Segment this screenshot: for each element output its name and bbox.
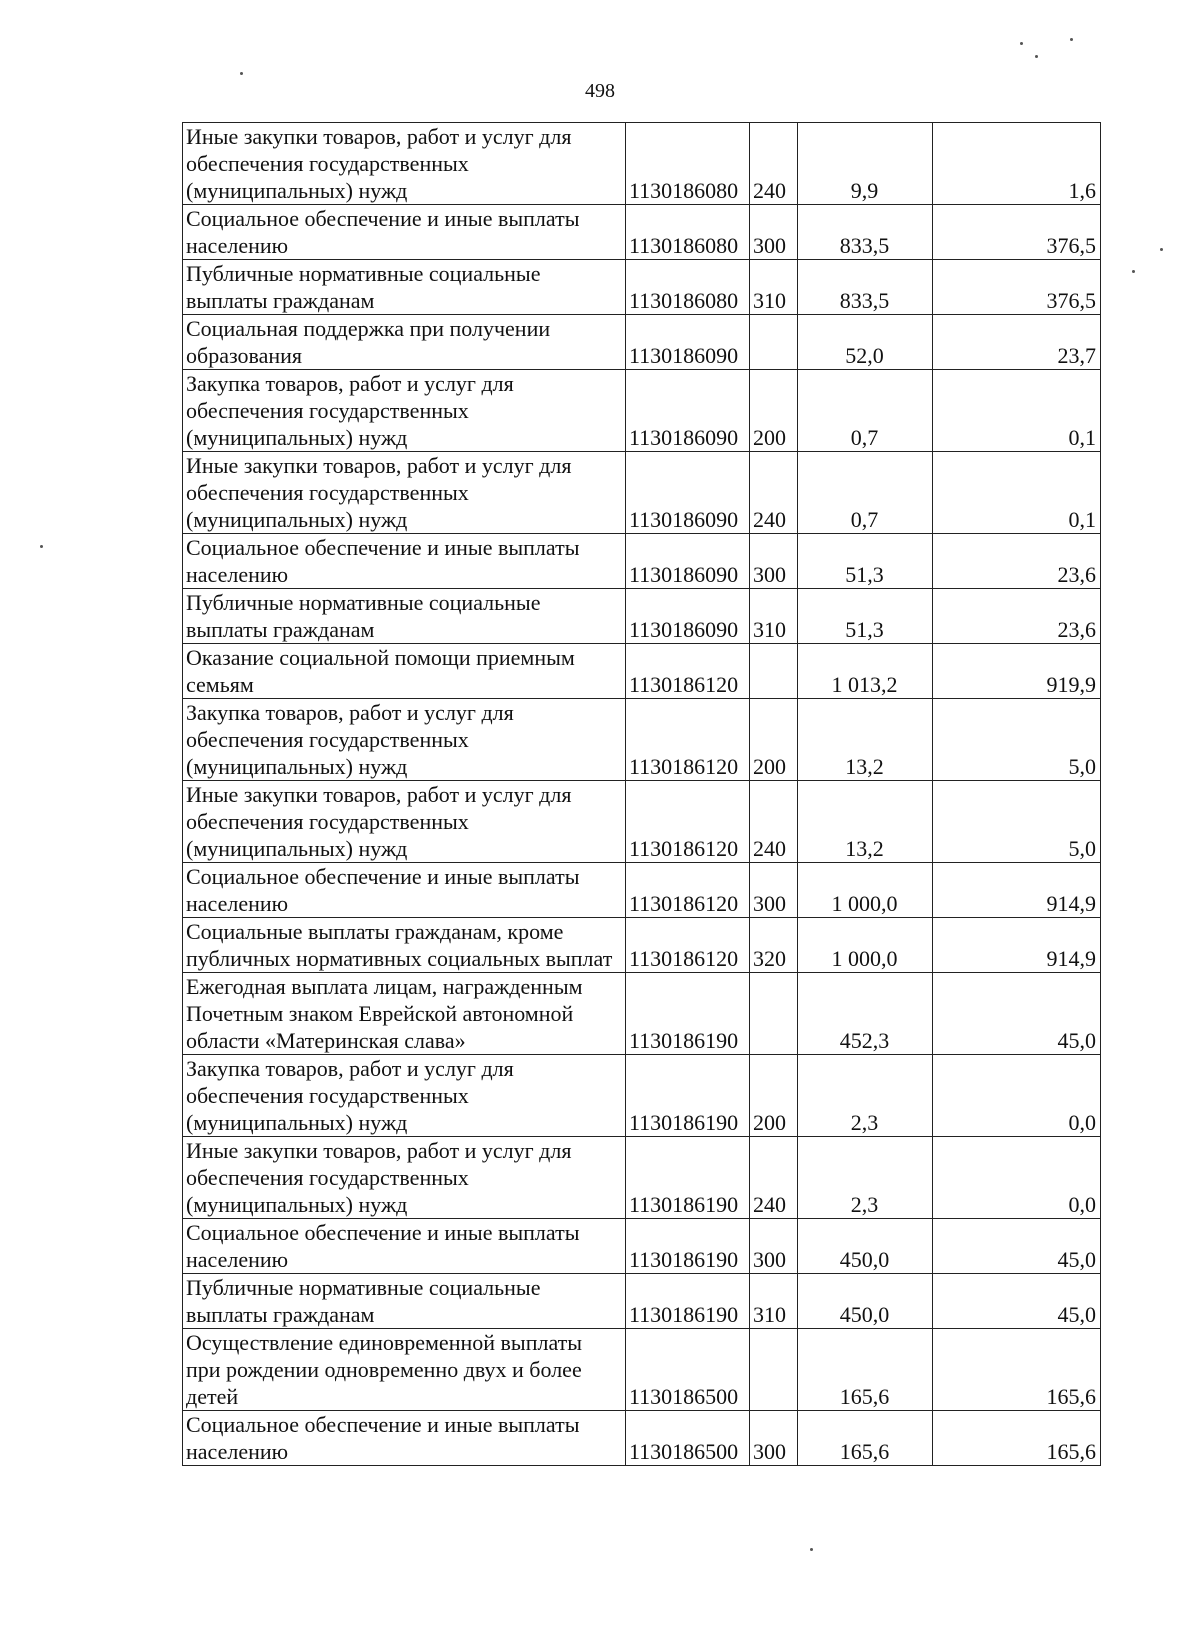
row-code-cell: 1130186190 [626, 1137, 750, 1219]
row-type-cell: 240 [750, 781, 798, 863]
table-row [183, 205, 1101, 260]
row-value-1-cell: 165,6 [798, 1329, 933, 1411]
row-value-2-cell: 914,9 [933, 918, 1101, 973]
row-name-cell: Социальное обеспечение и иные выплаты населению [183, 205, 626, 260]
row-name-cell: Социальные выплаты гражданам, кроме публичных нормативных социальных выплат [183, 918, 626, 973]
row-type-cell: 320 [750, 918, 798, 973]
table-row [183, 918, 1101, 973]
row-value-1-cell: 51,3 [798, 534, 933, 589]
row-type-cell: 310 [750, 589, 798, 644]
row-code-cell: 1130186120 [626, 699, 750, 781]
table-row [183, 973, 1101, 1055]
row-type-cell: 300 [750, 534, 798, 589]
row-value-1-cell: 9,9 [798, 123, 933, 205]
row-code-cell: 1130186090 [626, 370, 750, 452]
row-code-cell: 1130186080 [626, 123, 750, 205]
row-type-cell [750, 644, 798, 699]
row-code-cell: 1130186190 [626, 973, 750, 1055]
scan-speck [240, 72, 243, 75]
row-name-cell: Закупка товаров, работ и услуг для обеспечения государственных (муниципальных) нужд [183, 699, 626, 781]
row-name-cell: Иные закупки товаров, работ и услуг для обеспечения государственных (муниципальных) нужд [183, 123, 626, 205]
row-name-cell: Иные закупки товаров, работ и услуг для обеспечения государственных (муниципальных) нужд [183, 1137, 626, 1219]
row-value-2-cell: 376,5 [933, 260, 1101, 315]
row-type-cell [750, 973, 798, 1055]
row-type-cell: 200 [750, 370, 798, 452]
table-row [183, 589, 1101, 644]
table-row [183, 1411, 1101, 1466]
row-code-cell: 1130186190 [626, 1055, 750, 1137]
table-row [183, 315, 1101, 370]
row-code-cell: 1130186120 [626, 918, 750, 973]
row-value-2-cell: 165,6 [933, 1329, 1101, 1411]
row-value-2-cell: 1,6 [933, 123, 1101, 205]
row-type-cell: 240 [750, 123, 798, 205]
row-type-cell: 310 [750, 1274, 798, 1329]
row-value-1-cell: 51,3 [798, 589, 933, 644]
table-row [183, 644, 1101, 699]
row-value-2-cell: 914,9 [933, 863, 1101, 918]
row-value-2-cell: 45,0 [933, 1274, 1101, 1329]
row-code-cell: 1130186190 [626, 1274, 750, 1329]
row-name-cell: Иные закупки товаров, работ и услуг для обеспечения государственных (муниципальных) нужд [183, 452, 626, 534]
table-row [183, 1055, 1101, 1137]
table-row [183, 1329, 1101, 1411]
row-value-2-cell: 45,0 [933, 1219, 1101, 1274]
row-value-2-cell: 919,9 [933, 644, 1101, 699]
row-name-cell: Ежегодная выплата лицам, награжденным Почетным знаком Еврейской автономной области «Материнская слава» [183, 973, 626, 1055]
row-value-2-cell: 0,0 [933, 1137, 1101, 1219]
row-type-cell [750, 1329, 798, 1411]
row-value-2-cell: 0,1 [933, 452, 1101, 534]
row-type-cell: 300 [750, 1219, 798, 1274]
row-code-cell: 1130186080 [626, 205, 750, 260]
row-value-1-cell: 52,0 [798, 315, 933, 370]
table-row [183, 863, 1101, 918]
scan-speck [1160, 248, 1163, 251]
budget-table [182, 122, 1101, 1466]
row-value-1-cell: 833,5 [798, 260, 933, 315]
row-value-1-cell: 0,7 [798, 452, 933, 534]
row-value-2-cell: 23,7 [933, 315, 1101, 370]
table-row [183, 452, 1101, 534]
row-code-cell: 1130186090 [626, 315, 750, 370]
row-value-2-cell: 45,0 [933, 973, 1101, 1055]
row-name-cell: Социальное обеспечение и иные выплаты населению [183, 534, 626, 589]
row-value-1-cell: 165,6 [798, 1411, 933, 1466]
row-code-cell: 1130186080 [626, 260, 750, 315]
row-name-cell: Социальная поддержка при получении образования [183, 315, 626, 370]
row-value-2-cell: 376,5 [933, 205, 1101, 260]
scan-speck [40, 545, 43, 548]
scan-speck [1070, 38, 1073, 41]
row-code-cell: 1130186120 [626, 863, 750, 918]
row-value-2-cell: 5,0 [933, 699, 1101, 781]
row-name-cell: Социальное обеспечение и иные выплаты населению [183, 863, 626, 918]
row-name-cell: Закупка товаров, работ и услуг для обеспечения государственных (муниципальных) нужд [183, 1055, 626, 1137]
row-type-cell: 300 [750, 1411, 798, 1466]
row-value-2-cell: 23,6 [933, 534, 1101, 589]
scan-speck [1020, 42, 1023, 45]
row-value-1-cell: 1 000,0 [798, 918, 933, 973]
row-name-cell: Публичные нормативные социальные выплаты гражданам [183, 589, 626, 644]
row-value-2-cell: 0,1 [933, 370, 1101, 452]
page-number: 498 [585, 80, 615, 102]
row-name-cell: Публичные нормативные социальные выплаты гражданам [183, 1274, 626, 1329]
table-row [183, 534, 1101, 589]
row-code-cell: 1130186190 [626, 1219, 750, 1274]
row-name-cell: Социальное обеспечение и иные выплаты населению [183, 1411, 626, 1466]
row-type-cell: 240 [750, 1137, 798, 1219]
row-type-cell: 300 [750, 863, 798, 918]
row-value-1-cell: 0,7 [798, 370, 933, 452]
table-row [183, 699, 1101, 781]
row-name-cell: Осуществление единовременной выплаты при рождении одновременно двух и более детей [183, 1329, 626, 1411]
row-value-2-cell: 23,6 [933, 589, 1101, 644]
row-code-cell: 1130186120 [626, 644, 750, 699]
row-code-cell: 1130186500 [626, 1329, 750, 1411]
row-type-cell: 240 [750, 452, 798, 534]
table-row [183, 370, 1101, 452]
row-value-1-cell: 13,2 [798, 781, 933, 863]
row-value-2-cell: 165,6 [933, 1411, 1101, 1466]
row-code-cell: 1130186090 [626, 589, 750, 644]
row-code-cell: 1130186120 [626, 781, 750, 863]
scan-speck [1132, 270, 1135, 273]
table-body [183, 123, 1101, 1466]
row-value-1-cell: 13,2 [798, 699, 933, 781]
row-value-1-cell: 1 000,0 [798, 863, 933, 918]
row-value-1-cell: 450,0 [798, 1274, 933, 1329]
row-value-1-cell: 2,3 [798, 1055, 933, 1137]
row-value-2-cell: 5,0 [933, 781, 1101, 863]
table-row [183, 781, 1101, 863]
row-code-cell: 1130186500 [626, 1411, 750, 1466]
row-name-cell: Оказание социальной помощи приемным семьям [183, 644, 626, 699]
row-value-1-cell: 452,3 [798, 973, 933, 1055]
row-name-cell: Иные закупки товаров, работ и услуг для обеспечения государственных (муниципальных) нужд [183, 781, 626, 863]
row-type-cell: 310 [750, 260, 798, 315]
row-value-1-cell: 833,5 [798, 205, 933, 260]
row-value-1-cell: 450,0 [798, 1219, 933, 1274]
row-value-1-cell: 2,3 [798, 1137, 933, 1219]
row-type-cell [750, 315, 798, 370]
row-name-cell: Социальное обеспечение и иные выплаты населению [183, 1219, 626, 1274]
scan-speck [1035, 55, 1038, 58]
row-name-cell: Закупка товаров, работ и услуг для обеспечения государственных (муниципальных) нужд [183, 370, 626, 452]
table-row [183, 1137, 1101, 1219]
table-row [183, 1274, 1101, 1329]
row-type-cell: 200 [750, 699, 798, 781]
table-row [183, 123, 1101, 205]
row-name-cell: Публичные нормативные социальные выплаты гражданам [183, 260, 626, 315]
row-value-2-cell: 0,0 [933, 1055, 1101, 1137]
row-code-cell: 1130186090 [626, 534, 750, 589]
row-type-cell: 200 [750, 1055, 798, 1137]
scan-speck [810, 1548, 813, 1551]
table-row [183, 1219, 1101, 1274]
row-type-cell: 300 [750, 205, 798, 260]
row-value-1-cell: 1 013,2 [798, 644, 933, 699]
table-row [183, 260, 1101, 315]
row-code-cell: 1130186090 [626, 452, 750, 534]
